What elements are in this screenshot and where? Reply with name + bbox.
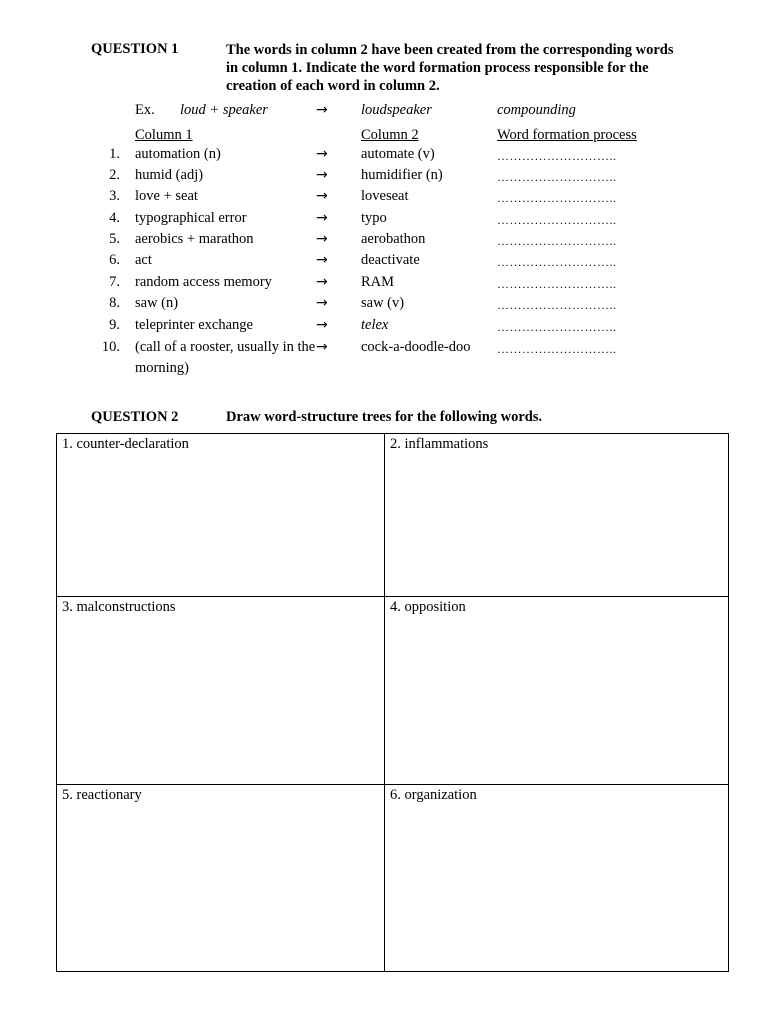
table-row [0,231,768,252]
question2-label: QUESTION 2 [91,409,179,425]
arrow-icon: → [316,146,328,162]
row-number: 8. [109,295,120,311]
row-number: 2. [109,167,120,183]
row-number: 6. [109,252,120,268]
row-result: typo [361,210,387,226]
table-row [0,210,768,231]
row-number: 1. [109,146,120,162]
answer-blank[interactable]: ……………………….. [497,298,617,312]
row-result: cock-a-doodle-doo [361,339,471,355]
row-source: random access memory [135,274,272,290]
answer-blank[interactable]: ……………………….. [497,170,617,184]
tree-cell[interactable] [57,597,384,784]
row-source-continuation: morning) [135,360,189,376]
row-source: humid (adj) [135,167,204,183]
table-row [0,252,768,273]
tree-cell-label: 4. opposition [390,599,466,615]
table-row [0,317,768,338]
row-source: aerobics + marathon [135,231,254,247]
table-row [0,274,768,295]
answer-blank[interactable]: ……………………….. [497,191,617,205]
table-row [0,339,768,360]
arrow-icon: → [316,339,328,355]
arrow-icon: → [316,188,328,204]
row-number: 4. [109,210,120,226]
example-process: compounding [497,102,576,118]
arrow-icon: → [316,210,328,226]
column1-header: Column 1 [135,127,193,143]
row-result: RAM [361,274,395,290]
example-label: Ex. [135,102,155,118]
row-result: humidifier (n) [361,167,443,183]
answer-blank[interactable]: ……………………….. [497,234,617,248]
arrow-icon: → [316,167,328,183]
answer-blank[interactable]: ……………………….. [497,320,617,334]
row-result: deactivate [361,252,420,268]
row-source: teleprinter exchange [135,317,253,333]
column2-header: Column 2 [361,127,419,143]
row-number: 5. [109,231,120,247]
arrow-icon: → [316,102,328,118]
column-headers [0,127,768,148]
row-number: 9. [109,317,120,333]
arrow-icon: → [316,274,328,290]
row-result: aerobathon [361,231,426,247]
table-row-continuation [0,360,768,381]
row-result: saw (v) [361,295,405,311]
arrow-icon: → [316,295,328,311]
row-source: act [135,252,152,268]
answer-blank[interactable]: ……………………….. [497,149,617,163]
tree-cell[interactable] [385,597,728,784]
tree-cell-label: 1. counter-declaration [62,436,189,452]
answer-blank[interactable]: ……………………….. [497,255,617,269]
row-result: telex [361,317,389,333]
row-number: 3. [109,188,120,204]
arrow-icon: → [316,231,328,247]
table-row [0,295,768,316]
question1-label: QUESTION 1 [91,41,179,57]
word-tree-grid [56,433,729,972]
row-result: loveseat [361,188,409,204]
tree-cell-label: 6. organization [390,787,477,803]
table-row [0,188,768,209]
question1-instructions: The words in column 2 have been created from the corresponding words in column 1. Indicate the word formation process responsible for the creation of each word in column 2. [226,42,674,94]
table-row [0,167,768,188]
arrow-icon: → [316,252,328,268]
row-source: love + seat [135,188,198,204]
answer-blank[interactable]: ……………………….. [497,342,617,356]
answer-blank[interactable]: ……………………….. [497,277,617,291]
answer-blank[interactable]: ……………………….. [497,213,617,227]
row-number: 10. [101,339,120,355]
column3-header: Word formation process [497,127,637,143]
question2-instructions: Draw word-structure trees for the following words. [226,409,543,425]
example-result: loudspeaker [361,102,432,118]
tree-cell-label: 3. malconstructions [62,599,176,615]
tree-cell-label: 5. reactionary [62,787,142,803]
tree-cell[interactable] [385,785,728,971]
table-row [0,146,768,167]
row-source: automation (n) [135,146,221,162]
row-source: typographical error [135,210,247,226]
row-number: 7. [109,274,120,290]
row-source: saw (n) [135,295,179,311]
arrow-icon: → [316,317,328,333]
example-row [0,102,768,123]
tree-cell[interactable] [385,434,728,596]
row-result: automate (v) [361,146,435,162]
tree-cell[interactable] [57,785,384,971]
tree-cell-label: 2. inflammations [390,436,489,452]
row-source: (call of a rooster, usually in the [135,339,316,355]
example-source: loud + speaker [180,102,268,118]
tree-cell[interactable] [57,434,384,596]
